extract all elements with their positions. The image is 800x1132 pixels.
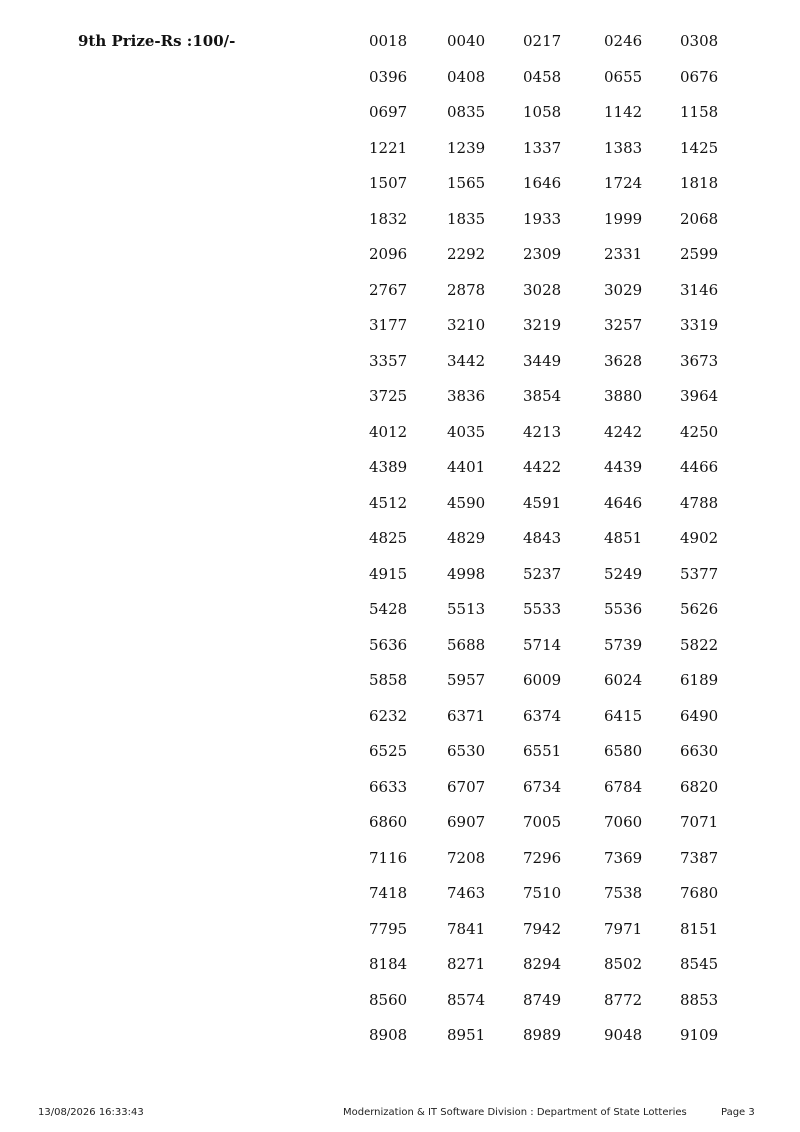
- winning-number: 6530: [447, 742, 486, 760]
- winning-number: 6525: [369, 742, 408, 760]
- winning-number: 8560: [369, 990, 408, 1009]
- winning-number: 3219: [523, 316, 562, 334]
- winning-number: 2331: [604, 245, 643, 263]
- winning-number: 5237: [523, 564, 562, 583]
- winning-number: 4915: [369, 564, 408, 583]
- number-row: [0, 599, 800, 635]
- winning-number: 1221: [369, 138, 408, 157]
- winning-number: 9109: [680, 1026, 719, 1044]
- winning-number: 5858: [369, 671, 408, 689]
- winning-number: 8502: [604, 955, 643, 973]
- winning-number: 0655: [604, 67, 643, 86]
- winning-number: 3210: [447, 316, 486, 334]
- number-row: [0, 209, 800, 245]
- winning-number: 5714: [523, 635, 562, 654]
- winning-number: 6820: [680, 777, 719, 796]
- winning-number: 9048: [604, 1026, 643, 1044]
- winning-number: 1818: [680, 174, 719, 192]
- number-row: [0, 493, 800, 529]
- winning-number: 5822: [680, 635, 719, 654]
- winning-number: 3673: [680, 351, 719, 370]
- winning-number: 8271: [447, 955, 486, 973]
- number-row: [0, 173, 800, 209]
- winning-number: 4646: [604, 493, 643, 512]
- winning-number: 5688: [447, 635, 486, 654]
- winning-number: 4035: [447, 422, 486, 441]
- winning-number: 6232: [369, 706, 408, 725]
- winning-number: 8989: [523, 1026, 562, 1044]
- winning-number: 7116: [369, 848, 408, 867]
- winning-number: 1142: [604, 103, 643, 121]
- winning-number: 7208: [447, 848, 486, 867]
- number-row: [0, 315, 800, 351]
- winning-number: 5536: [604, 600, 643, 618]
- number-row: [0, 138, 800, 174]
- winning-number: 5957: [447, 671, 486, 689]
- winning-number: 4590: [447, 493, 486, 512]
- number-row: [0, 386, 800, 422]
- winning-number: 1058: [523, 103, 562, 121]
- winning-number: 3029: [604, 280, 643, 299]
- winning-number: 6551: [523, 742, 562, 760]
- winning-number: 5533: [523, 600, 562, 618]
- winning-number: 0308: [680, 32, 719, 50]
- winning-number: 0697: [369, 103, 408, 121]
- winning-number: 8853: [680, 990, 719, 1009]
- winning-number: 4389: [369, 458, 408, 476]
- winning-number: 4422: [523, 458, 562, 476]
- winning-number: 7369: [604, 848, 643, 867]
- winning-number: 7060: [604, 813, 643, 831]
- winning-number: 4998: [447, 564, 486, 583]
- winning-number: 7071: [680, 813, 719, 831]
- winning-number: 1158: [680, 103, 719, 121]
- winning-number: 8908: [369, 1026, 408, 1044]
- winning-number: 3725: [369, 387, 408, 405]
- winning-number: 3357: [369, 351, 408, 370]
- winning-number: 6633: [369, 777, 408, 796]
- winning-number: 0040: [447, 32, 486, 50]
- number-row: [0, 67, 800, 103]
- winning-number: 7296: [523, 848, 562, 867]
- winning-number: 2096: [369, 245, 408, 263]
- number-row: [0, 1025, 800, 1061]
- winning-number: 1646: [523, 174, 562, 192]
- winning-number: 8294: [523, 955, 562, 973]
- winning-number: 3028: [523, 280, 562, 299]
- winning-number: 2068: [680, 209, 719, 228]
- number-row: [0, 102, 800, 138]
- number-row: [0, 883, 800, 919]
- winning-number: 7387: [680, 848, 719, 867]
- footer-page-number: Page 3: [721, 1107, 755, 1118]
- number-row: [0, 351, 800, 387]
- winning-number: 4401: [447, 458, 486, 476]
- winning-number: 6860: [369, 813, 408, 831]
- winning-number: 8545: [680, 955, 719, 973]
- winning-number: 3880: [604, 387, 643, 405]
- page-footer: [0, 1106, 800, 1122]
- winning-number: 3449: [523, 351, 562, 370]
- winning-number: 4213: [523, 422, 562, 441]
- winning-number: 8151: [680, 919, 719, 938]
- winning-number: 2292: [447, 245, 486, 263]
- winning-number: 2599: [680, 245, 719, 263]
- winning-numbers-grid: [0, 31, 800, 1061]
- winning-number: 0246: [604, 32, 643, 50]
- winning-number: 6415: [604, 706, 643, 725]
- winning-number: 7942: [523, 919, 562, 938]
- number-row: [0, 422, 800, 458]
- number-row: [0, 457, 800, 493]
- winning-number: 6189: [680, 671, 719, 689]
- winning-number: 3628: [604, 351, 643, 370]
- winning-number: 0458: [523, 67, 562, 86]
- winning-number: 1999: [604, 209, 643, 228]
- winning-number: 8749: [523, 990, 562, 1009]
- winning-number: 0408: [447, 67, 486, 86]
- winning-number: 3146: [680, 280, 719, 299]
- winning-number: 1832: [369, 209, 408, 228]
- winning-number: 0396: [369, 67, 408, 86]
- winning-number: 1565: [447, 174, 486, 192]
- number-row: [0, 741, 800, 777]
- winning-number: 7680: [680, 884, 719, 902]
- winning-number: 2309: [523, 245, 562, 263]
- footer-timestamp: 13/08/2026 16:33:43: [38, 1107, 144, 1118]
- winning-number: 8184: [369, 955, 408, 973]
- winning-number: 2878: [447, 280, 486, 299]
- winning-number: 5249: [604, 564, 643, 583]
- winning-number: 4439: [604, 458, 643, 476]
- number-row: [0, 919, 800, 955]
- winning-number: 1239: [447, 138, 486, 157]
- number-row: [0, 777, 800, 813]
- winning-number: 3319: [680, 316, 719, 334]
- winning-number: 7841: [447, 919, 486, 938]
- winning-number: 7418: [369, 884, 408, 902]
- winning-number: 5377: [680, 564, 719, 583]
- winning-number: 4851: [604, 529, 643, 547]
- winning-number: 0676: [680, 67, 719, 86]
- winning-number: 4843: [523, 529, 562, 547]
- winning-number: 7795: [369, 919, 408, 938]
- winning-number: 3257: [604, 316, 643, 334]
- winning-number: 8574: [447, 990, 486, 1009]
- winning-number: 4902: [680, 529, 719, 547]
- winning-number: 0217: [523, 32, 562, 50]
- winning-number: 5626: [680, 600, 719, 618]
- number-row: [0, 280, 800, 316]
- winning-number: 1835: [447, 209, 486, 228]
- number-row: [0, 670, 800, 706]
- winning-number: 6374: [523, 706, 562, 725]
- winning-number: 4829: [447, 529, 486, 547]
- winning-number: 5428: [369, 600, 408, 618]
- winning-number: 0018: [369, 32, 408, 50]
- number-row: [0, 528, 800, 564]
- number-row: [0, 848, 800, 884]
- number-row: [0, 954, 800, 990]
- winning-number: 2767: [369, 280, 408, 299]
- winning-number: 4250: [680, 422, 719, 441]
- number-row: [0, 812, 800, 848]
- winning-number: 6490: [680, 706, 719, 725]
- winning-number: 4012: [369, 422, 408, 441]
- winning-number: 1724: [604, 174, 643, 192]
- winning-number: 6734: [523, 777, 562, 796]
- winning-number: 6630: [680, 742, 719, 760]
- winning-number: 1507: [369, 174, 408, 192]
- winning-number: 5636: [369, 635, 408, 654]
- winning-number: 4242: [604, 422, 643, 441]
- number-row: [0, 635, 800, 671]
- number-row: [0, 31, 800, 67]
- winning-number: 4591: [523, 493, 562, 512]
- winning-number: 4466: [680, 458, 719, 476]
- number-row: [0, 990, 800, 1026]
- number-row: [0, 564, 800, 600]
- number-row: [0, 706, 800, 742]
- winning-number: 4788: [680, 493, 719, 512]
- winning-number: 7538: [604, 884, 643, 902]
- winning-number: 7463: [447, 884, 486, 902]
- winning-number: 7005: [523, 813, 562, 831]
- winning-number: 3964: [680, 387, 719, 405]
- winning-number: 8772: [604, 990, 643, 1009]
- winning-number: 3442: [447, 351, 486, 370]
- number-row: [0, 244, 800, 280]
- winning-number: 7510: [523, 884, 562, 902]
- winning-number: 1425: [680, 138, 719, 157]
- winning-number: 1933: [523, 209, 562, 228]
- winning-number: 1337: [523, 138, 562, 157]
- prize-title: 9th Prize-Rs :100/-: [78, 32, 236, 50]
- winning-number: 3836: [447, 387, 486, 405]
- winning-number: 6024: [604, 671, 643, 689]
- winning-number: 6707: [447, 777, 486, 796]
- winning-number: 5513: [447, 600, 486, 618]
- winning-number: 6784: [604, 777, 643, 796]
- winning-number: 7971: [604, 919, 643, 938]
- winning-number: 4825: [369, 529, 408, 547]
- footer-division: Modernization & IT Software Division : Department of State Lotteries: [343, 1107, 687, 1118]
- winning-number: 3177: [369, 316, 408, 334]
- winning-number: 5739: [604, 635, 643, 654]
- winning-number: 0835: [447, 103, 486, 121]
- winning-number: 4512: [369, 493, 408, 512]
- winning-number: 1383: [604, 138, 643, 157]
- winning-number: 6009: [523, 671, 562, 689]
- winning-number: 3854: [523, 387, 562, 405]
- winning-number: 6371: [447, 706, 486, 725]
- winning-number: 8951: [447, 1026, 486, 1044]
- winning-number: 6580: [604, 742, 643, 760]
- winning-number: 6907: [447, 813, 486, 831]
